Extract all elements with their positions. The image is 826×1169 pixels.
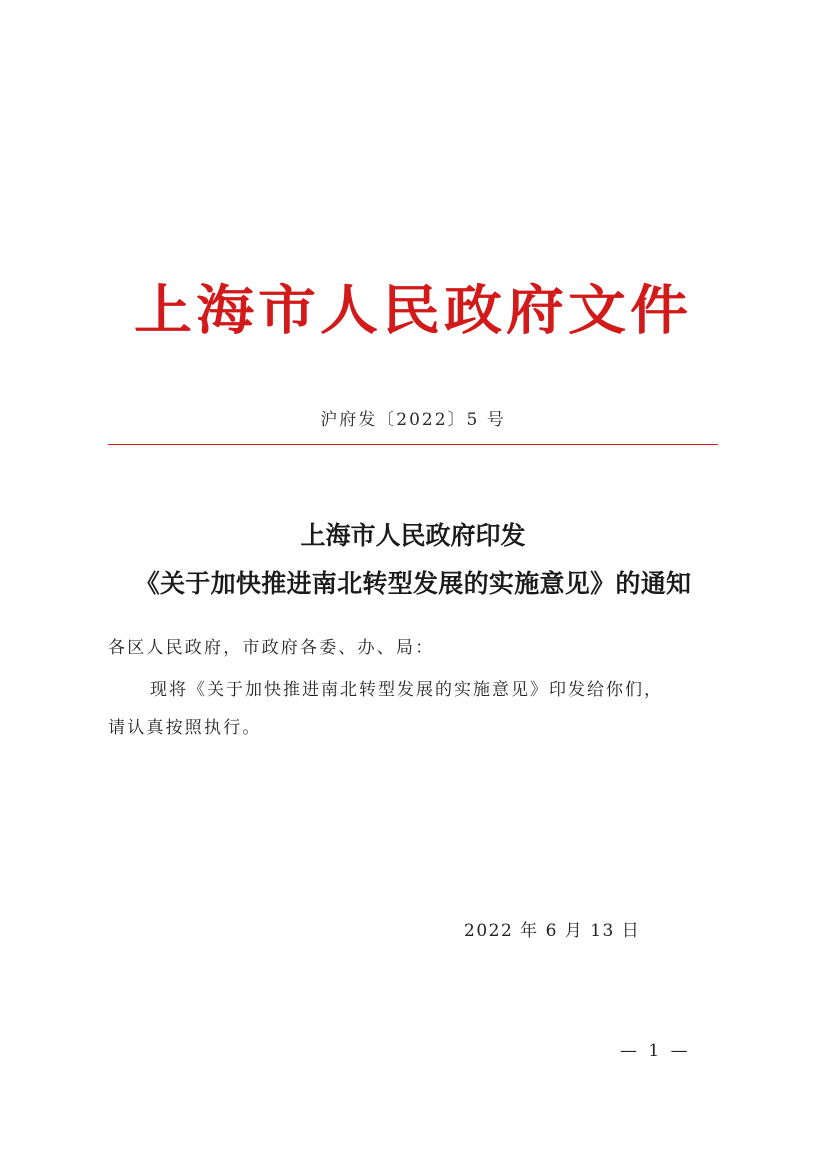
notice-title-line-2: 《关于加快推进南北转型发展的实施意见》的通知 [134, 569, 692, 598]
header-divider [108, 444, 718, 445]
body-paragraph-line-1: 现将《关于加快推进南北转型发展的实施意见》印发给你们， [150, 680, 663, 700]
page-number: — 1 — [620, 1041, 691, 1061]
notice-title-line-1: 上海市人民政府印发 [300, 521, 526, 550]
addressee: 各区人民政府，市政府各委、办、局： [108, 638, 435, 658]
document-number: 沪府发〔2022〕5 号 [320, 410, 506, 430]
document-header-title: 上海市人民政府文件 [133, 278, 692, 342]
body-paragraph-line-2: 请认真按照执行。 [108, 718, 262, 738]
issue-date: 2022 年 6 月 13 日 [464, 921, 641, 941]
